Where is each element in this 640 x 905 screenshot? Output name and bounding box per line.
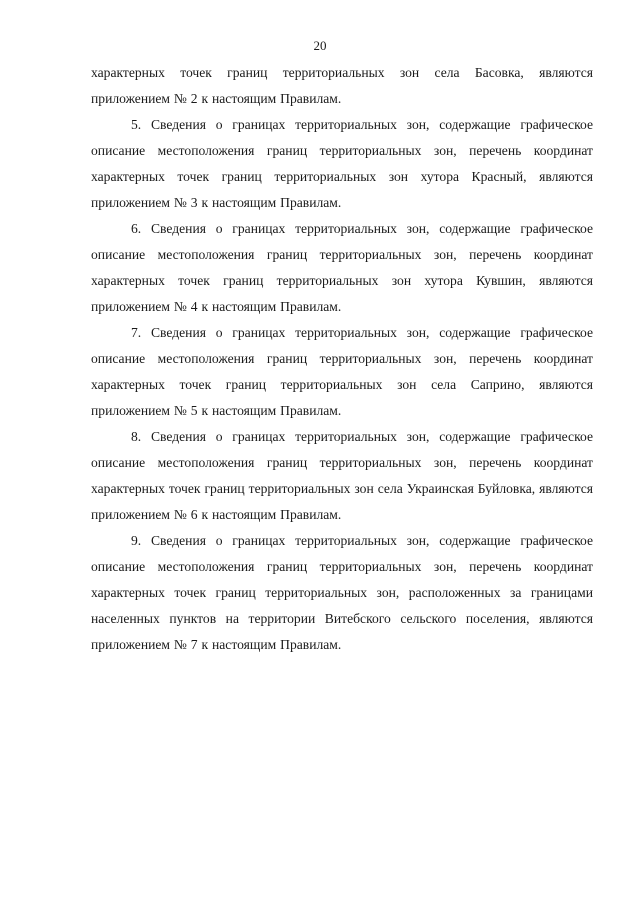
paragraph-item-9: 9. Сведения о границах территориальных зон, содержащие графическое описание местоположения границ территориальных зон, перечень координат характерных точек границ территориальных зон, расположенных за границами населенных пунктов на территории Витебского сельского поселения, являются приложением № 7 к настоящим Правилам. (91, 533, 593, 652)
paragraph-item-5: 5. Сведения о границах территориальных зон, содержащие графическое описание местоположения границ территориальных зон, перечень координат характерных точек границ территориальных зон хутора Красный, являются приложением № 3 к настоящим Правилам. (91, 117, 593, 210)
document-body (91, 60, 593, 658)
paragraph-continuation: характерных точек границ территориальных зон села Басовка, являются приложением № 2 к настоящим Правилам. (91, 65, 593, 106)
paragraph-item-8: 8. Сведения о границах территориальных зон, содержащие графическое описание местоположения границ территориальных зон, перечень координат характерных точек границ территориальных зон села Украинская Буйловка, являются приложением № 6 к настоящим Правилам. (91, 429, 593, 522)
paragraph-item-6: 6. Сведения о границах территориальных зон, содержащие графическое описание местоположения границ территориальных зон, перечень координат характерных точек границ территориальных зон хутора Кувшин, являются приложением № 4 к настоящим Правилам. (91, 221, 593, 314)
page-number: 20 (313, 38, 327, 53)
paragraph-item-7: 7. Сведения о границах территориальных зон, содержащие графическое описание местоположения границ территориальных зон, перечень координат характерных точек границ территориальных зон села Саприно, являются приложением № 5 к настоящим Правилам. (91, 325, 593, 418)
